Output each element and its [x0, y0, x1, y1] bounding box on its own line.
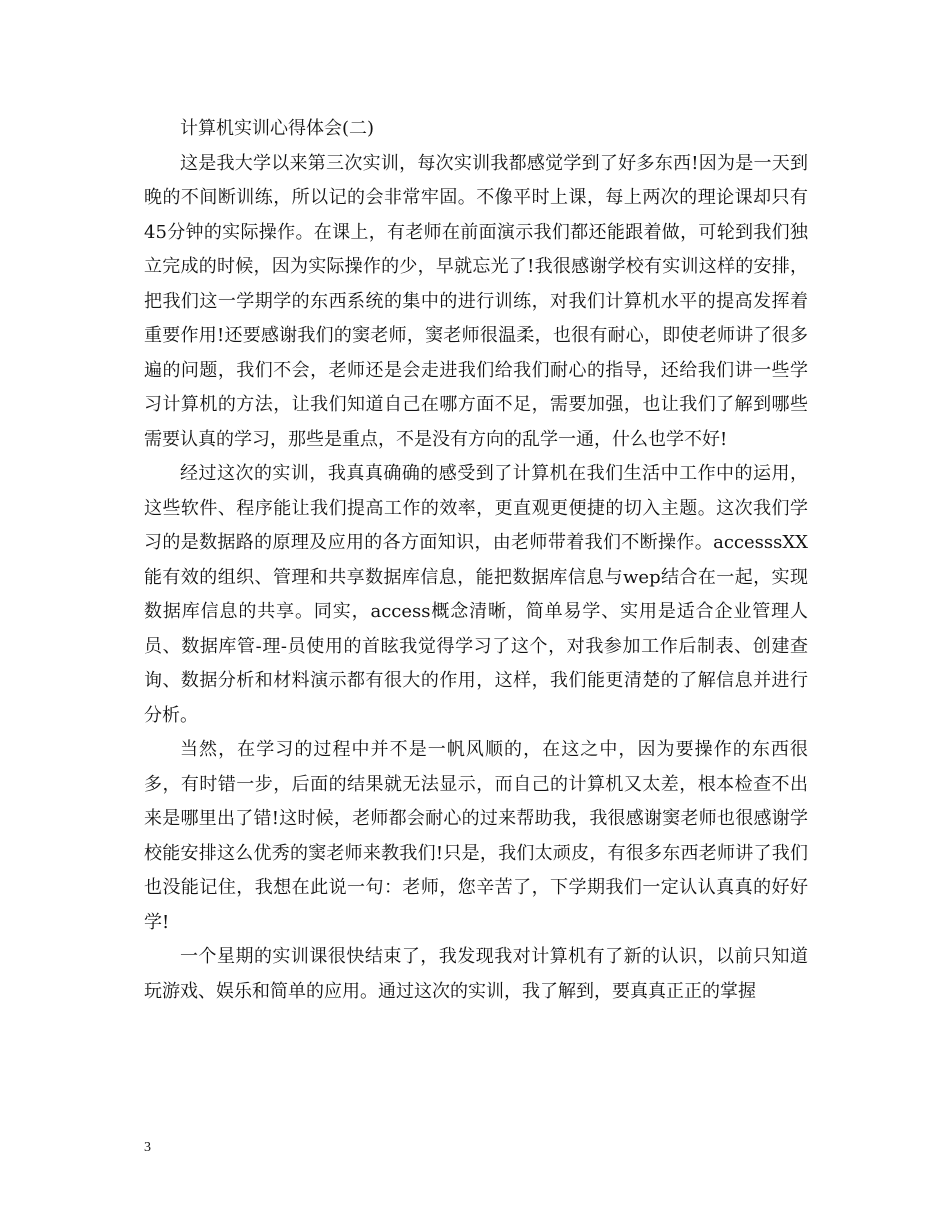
paragraph-2: 经过这次的实训，我真真确确的感受到了计算机在我们生活中工作中的运用，这些软件、程序能让我们提高工作的效率，更直观更便捷的切入主题。这次我们学习的是数据路的原理及应用的各方面知识，由老师带着我们不断操作。accesssXX能有效的组织、管理和共享数据库信息，能把数据库信息与wep结合在一起，实现数据库信息的共享。同实，access概念清晰，简单易学、实用是适合企业管理人员、数据库管-理-员使用的首眩我觉得学习了这个，对我参加工作后制表、创建查询、数据分析和材料演示都有很大的作用，这样，我们能更清楚的了解信息并进行分析。	[144, 463, 808, 726]
page-number: 3	[144, 1140, 151, 1155]
paragraph-1: 这是我大学以来第三次实训，每次实训我都感觉学到了好多东西!因为是一天到晚的不间断训练，所以记的会非常牢固。不像平时上课，每上两次的理论课却只有45分钟的实际操作。在课上，有老师在前面演示我们都还能跟着做，可轮到我们独立完成的时候，因为实际操作的少，早就忘光了!我很感谢学校有实训这样的安排，把我们这一学期学的东西系统的集中的进行训练，对我们计算机水平的提高发挥着重要作用!还要感谢我们的窦老师，窦老师很温柔，也很有耐心，即使老师讲了很多遍的问题，我们不会，老师还是会走进我们给我们耐心的指导，还给我们讲一些学习计算机的方法，让我们知道自己在哪方面不足，需要加强，也让我们了解到哪些需要认真的学习，那些是重点，不是没有方向的乱学一通，什么也学不好!	[144, 152, 808, 450]
paragraph-3: 当然，在学习的过程中并不是一帆风顺的，在这之中，因为要操作的东西很多，有时错一步，后面的结果就无法显示，而自己的计算机又太差，根本检查不出来是哪里出了错!这时候，老师都会耐心的过来帮助我，我很感谢窦老师也很感谢学校能安排这么优秀的窦老师来教我们!只是，我们太顽皮，有很多东西老师讲了我们也没能记住，我想在此说一句：老师，您辛苦了，下学期我们一定认认真真的好好学!	[144, 739, 808, 933]
document-body	[144, 112, 808, 1009]
document-title: 计算机实训心得体会(二)	[180, 118, 375, 139]
paragraph-4: 一个星期的实训课很快结束了，我发现我对计算机有了新的认识，以前只知道玩游戏、娱乐和简单的应用。通过这次的实训，我了解到，要真真正正的掌握	[144, 946, 808, 1002]
